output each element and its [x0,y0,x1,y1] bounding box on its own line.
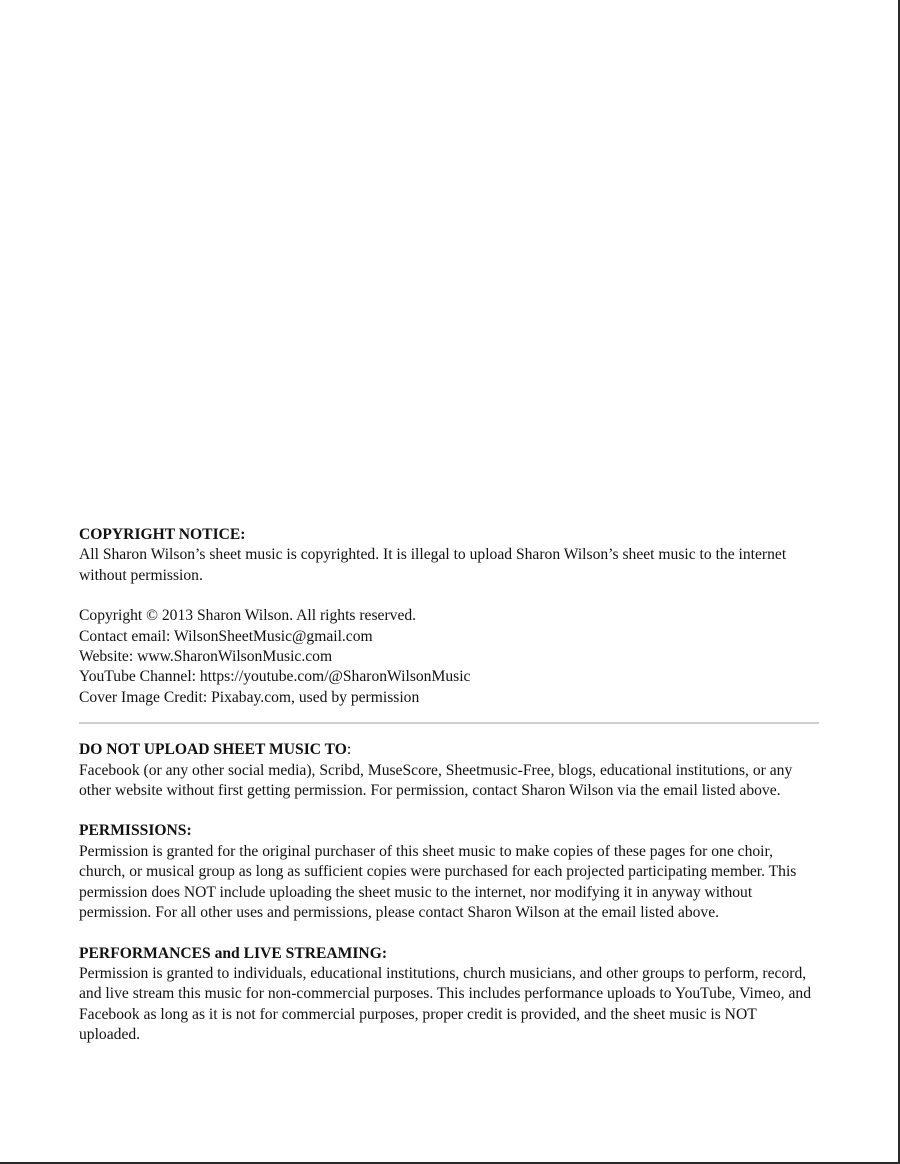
contact-email-line: Contact email: WilsonSheetMusic@gmail.com [79,627,373,645]
permissions-body: Permission is granted for the original purchaser of this sheet music to make copies of these pages for one choir, church, or musical group as long as sufficient copies were purchased for each projected participating member. This permission does NOT include uploading the sheet music to the internet, nor modifying it in anyway without permission. For all other uses and permissions, please contact Sharon Wilson at the email listed above. [79,842,797,922]
cover-image-credit-line: Cover Image Credit: Pixabay.com, used by permission [79,688,420,706]
spacer [79,801,821,821]
copyright-notice-section [79,525,821,586]
performances-body: Permission is granted to individuals, educational institutions, church musicians, and other groups to perform, record, and live stream this music for non-commercial purposes. This includes performance uploads to YouTube, Vimeo, and Facebook as long as it is not for commercial purposes, proper credit is provided, and the sheet music is NOT uploaded. [79,964,811,1044]
copyright-line: Copyright © 2013 Sharon Wilson. All rights reserved. [79,607,417,625]
do-not-upload-section [79,740,821,801]
copyright-notice-heading: COPYRIGHT NOTICE: [79,526,246,543]
do-not-upload-body: Facebook (or any other social media), Scribd, MuseScore, Sheetmusic-Free, blogs, educational institutions, or any other website without first getting permission. For permission, contact Sharon Wilson via the email listed above. [79,761,793,800]
spacer [79,586,821,606]
horizontal-divider [79,722,819,724]
performances-heading: PERFORMANCES and LIVE STREAMING: [79,944,388,962]
website-line: Website: www.SharonWilsonMusic.com [79,648,333,666]
performances-section [79,944,821,1046]
do-not-upload-heading-text: DO NOT UPLOAD SHEET MUSIC TO [79,741,347,759]
youtube-channel-line: YouTube Channel: https://youtube.com/@SharonWilsonMusic [79,668,471,686]
copyright-notice-body: All Sharon Wilson’s sheet music is copyrighted. It is illegal to upload Sharon Wilson’s sheet music to the internet without permission. [79,546,787,584]
permissions-heading: PERMISSIONS: [79,822,192,840]
contact-section [79,606,821,708]
spacer [79,924,821,944]
do-not-upload-heading-colon: : [346,741,352,759]
permissions-section [79,821,821,923]
do-not-upload-heading [79,740,821,760]
legal-notice [79,525,821,1046]
